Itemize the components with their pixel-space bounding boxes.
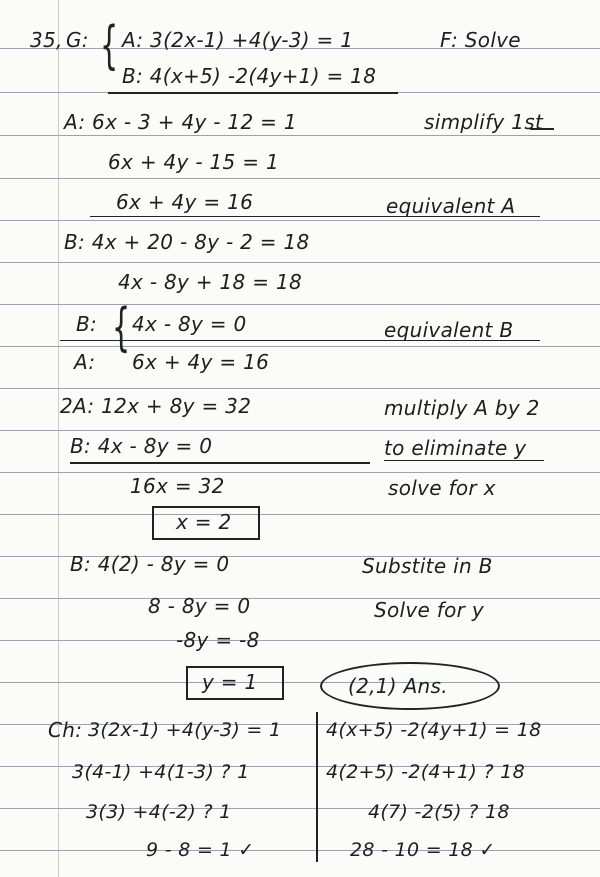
x-result: x = 2 bbox=[176, 510, 232, 534]
check-left-line1: 3(2x-1) +4(y-3) = 1 bbox=[88, 719, 282, 741]
given-brace: { bbox=[100, 16, 119, 76]
given-label: G: bbox=[66, 28, 89, 52]
substitution-note1: Substite in B bbox=[362, 554, 493, 578]
problem-number: 35, bbox=[30, 28, 63, 52]
elimination-row3: 16x = 32 bbox=[130, 474, 225, 498]
system-label-b: B: bbox=[76, 312, 98, 336]
system-equation-a: 6x + 4y = 16 bbox=[132, 350, 270, 374]
system-brace: { bbox=[112, 298, 131, 358]
substitution-line2: 8 - 8y = 0 bbox=[148, 594, 251, 618]
given-underline bbox=[108, 92, 398, 94]
elimination-sum-rule bbox=[70, 462, 370, 464]
check-label: Ch: bbox=[48, 718, 83, 742]
check-right-line4: 28 - 10 = 18 ✓ bbox=[350, 839, 496, 861]
check-right-line1: 4(x+5) -2(4y+1) = 18 bbox=[326, 719, 542, 741]
check-right-line2: 4(2+5) -2(4+1) ? 18 bbox=[326, 761, 525, 783]
elimination-note3: solve for x bbox=[388, 476, 496, 500]
simplify-note-underline bbox=[530, 128, 554, 130]
system-equation-b: 4x - 8y = 0 bbox=[132, 312, 247, 336]
substitution-note2: Solve for y bbox=[374, 598, 484, 622]
simplify-a-line3: 6x + 4y = 16 bbox=[116, 190, 254, 214]
elimination-note2: to eliminate y bbox=[384, 436, 527, 460]
simplify-b-line2: 4x - 8y + 18 = 18 bbox=[118, 270, 302, 294]
check-left-line3: 3(3) +4(-2) ? 1 bbox=[86, 801, 232, 823]
simplify-note: simplify 1st bbox=[424, 110, 544, 134]
elimination-row1: 2A: 12x + 8y = 32 bbox=[60, 394, 252, 418]
answer: (2,1) Ans. bbox=[348, 674, 448, 698]
equivalent-a-note: equivalent A bbox=[386, 194, 516, 218]
substitution-line1: B: 4(2) - 8y = 0 bbox=[70, 552, 230, 576]
elimination-note2-underline bbox=[384, 460, 544, 461]
simplify-b-line1: B: 4x + 20 - 8y - 2 = 18 bbox=[64, 230, 310, 254]
system-label-a: A: bbox=[74, 350, 96, 374]
elimination-row2: B: 4x - 8y = 0 bbox=[70, 434, 213, 458]
substitution-line3: -8y = -8 bbox=[176, 628, 260, 652]
given-equation-a: A: 3(2x-1) +4(y-3) = 1 bbox=[122, 28, 354, 52]
check-right-line3: 4(7) -2(5) ? 18 bbox=[368, 801, 510, 823]
simplify-a-line1: A: 6x - 3 + 4y - 12 = 1 bbox=[64, 110, 297, 134]
equivalent-b-note: equivalent B bbox=[384, 318, 514, 342]
check-left-line4: 9 - 8 = 1 ✓ bbox=[146, 839, 255, 861]
check-divider bbox=[316, 712, 318, 862]
simplify-a-line2: 6x + 4y - 15 = 1 bbox=[108, 150, 279, 174]
check-left-line2: 3(4-1) +4(1-3) ? 1 bbox=[72, 761, 250, 783]
given-equation-b: B: 4(x+5) -2(4y+1) = 18 bbox=[122, 64, 377, 88]
y-result: y = 1 bbox=[202, 670, 258, 694]
elimination-note1: multiply A by 2 bbox=[384, 396, 540, 420]
task-label: F: Solve bbox=[440, 28, 521, 52]
